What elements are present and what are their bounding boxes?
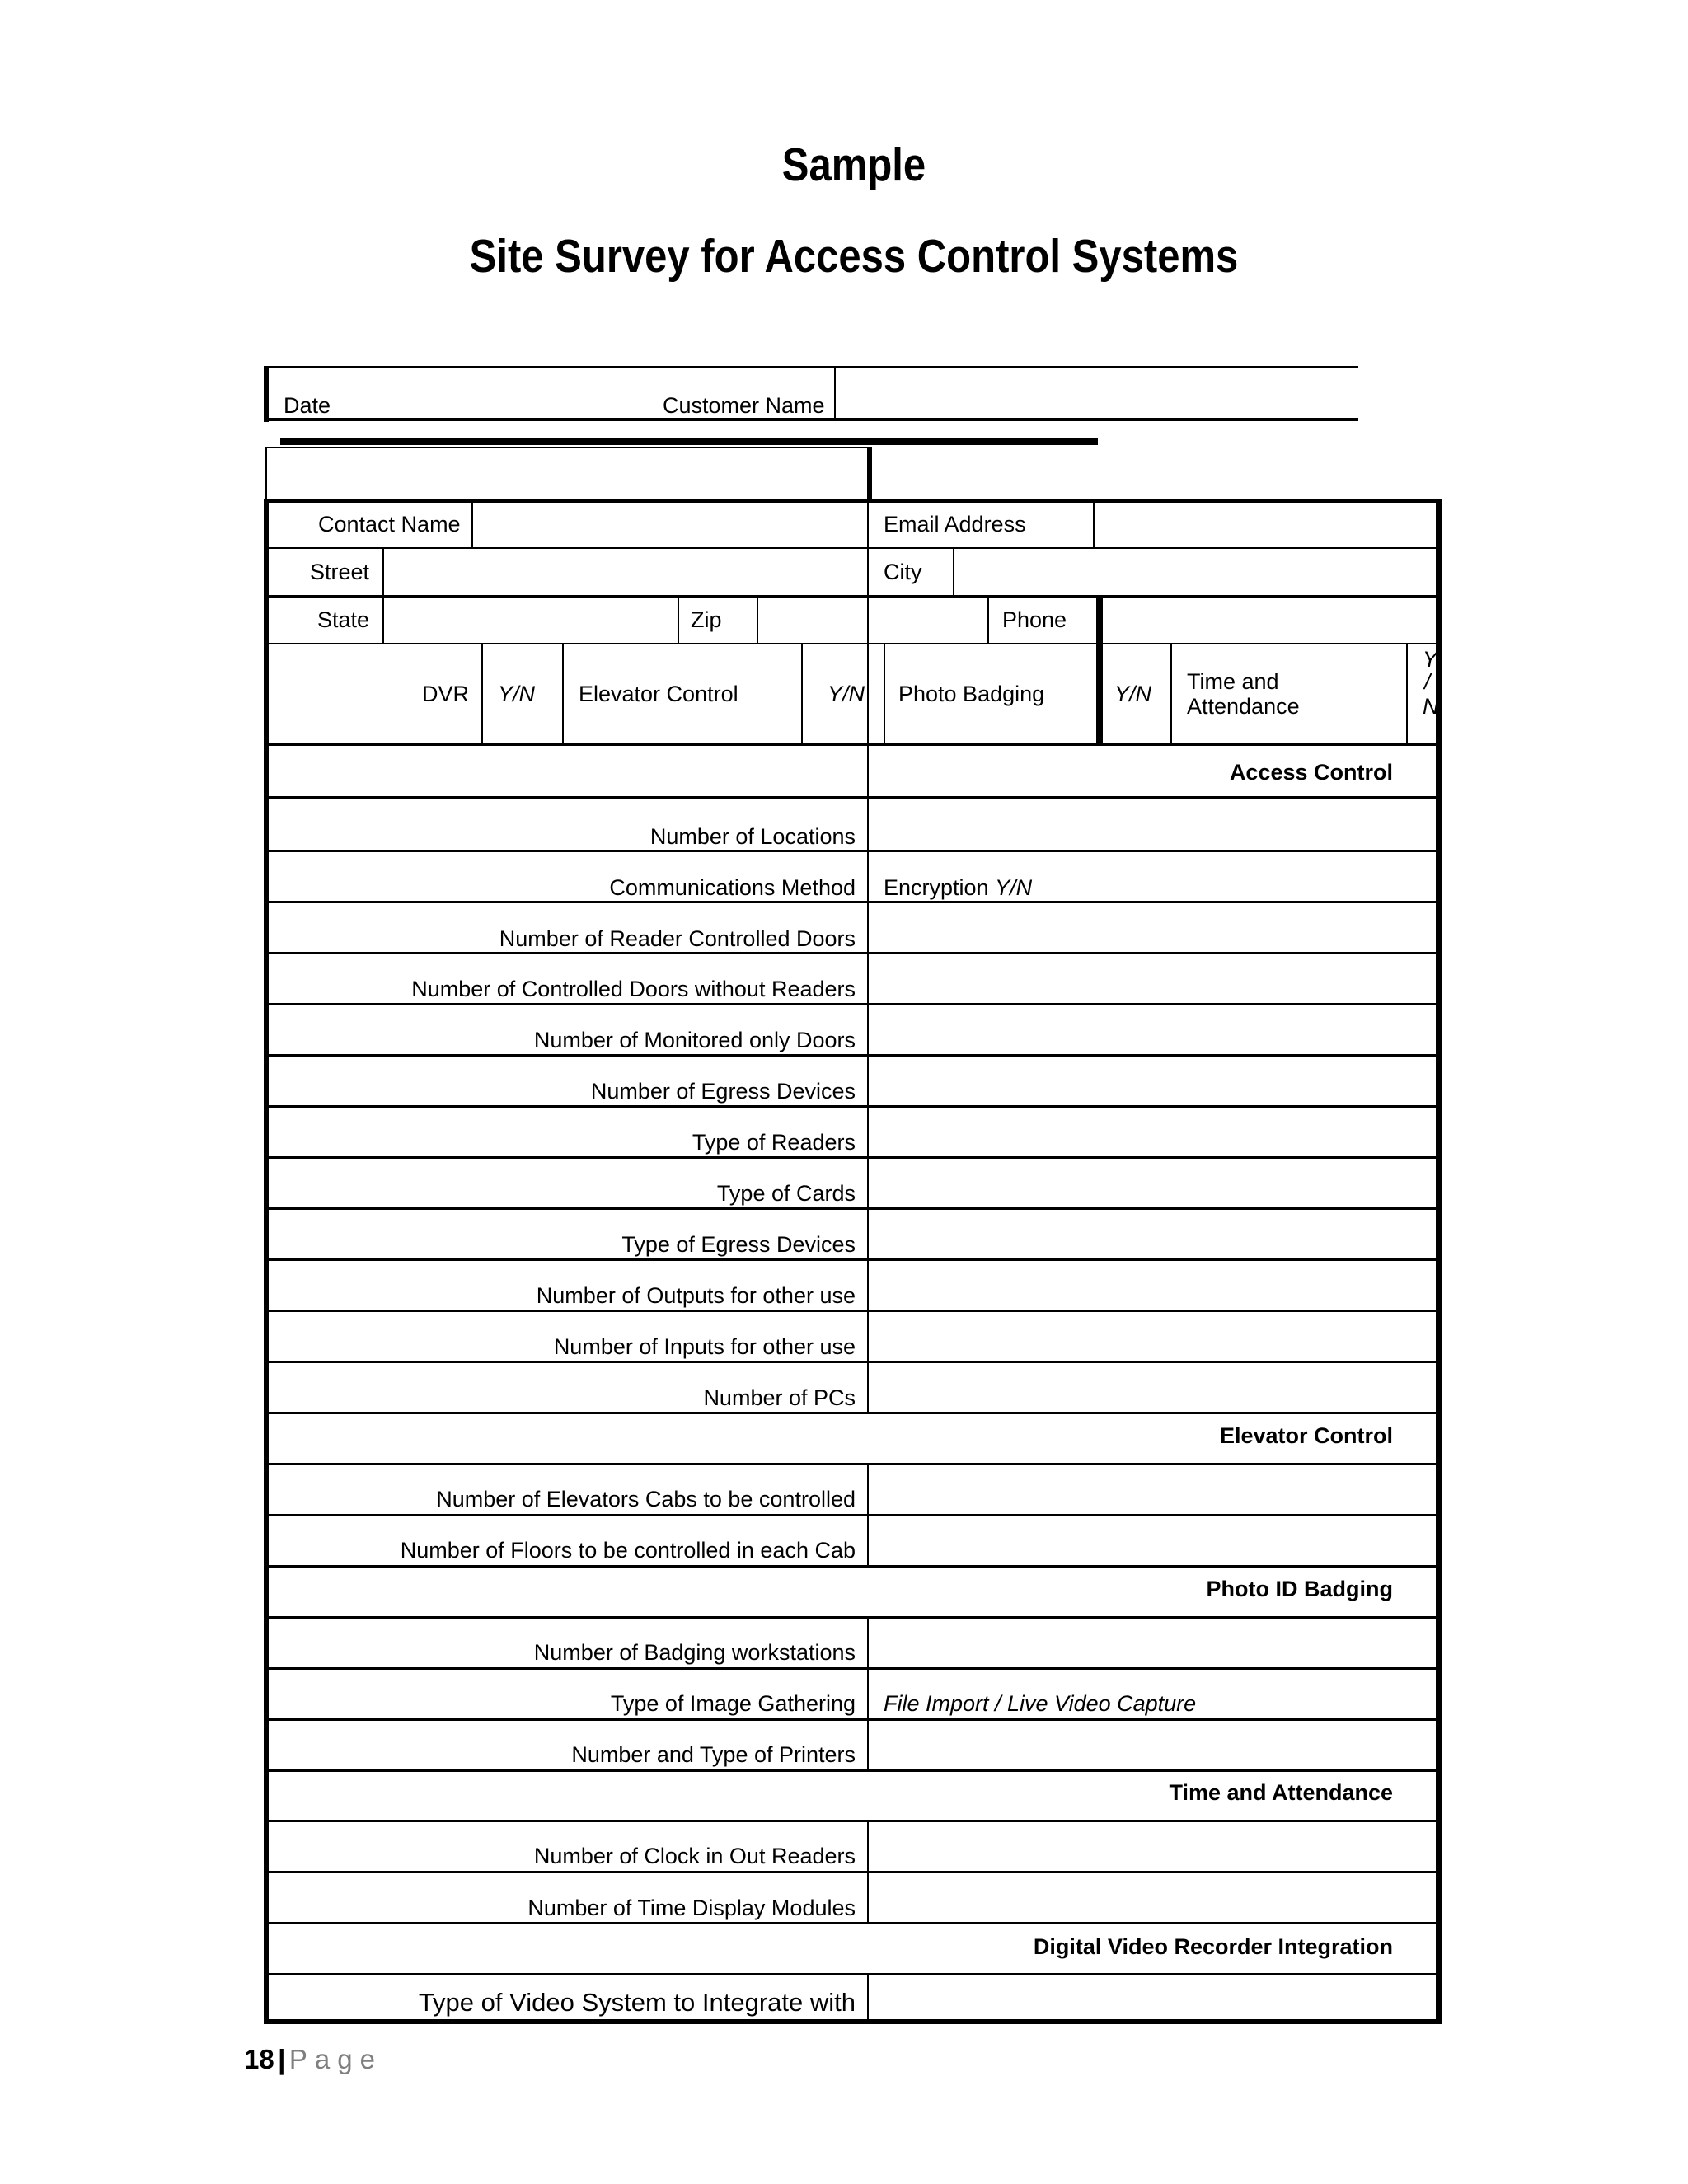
row-border: [265, 850, 1439, 852]
row-label-type-of-egress-devices: Type of Egress Devices: [621, 1232, 856, 1257]
number-of-pcs-input[interactable]: [870, 1363, 1434, 1411]
blank-row-border: [265, 447, 870, 448]
customer-name-input[interactable]: [836, 368, 1355, 417]
cell-divider: [953, 549, 954, 597]
egress-devices-count-input[interactable]: [870, 1057, 1434, 1104]
clock-readers-input[interactable]: [870, 1822, 1434, 1870]
video-system-input[interactable]: [870, 1975, 1434, 2018]
elevator-control-yn[interactable]: Y/N: [828, 682, 865, 706]
email-address-input[interactable]: [1096, 503, 1434, 547]
cell-divider-thick: [1096, 597, 1103, 743]
time-attendance-yn-1[interactable]: Y: [1423, 647, 1438, 672]
separator-bar: [280, 438, 1098, 445]
cell-divider: [757, 597, 758, 644]
email-address-label: Email Address: [884, 512, 1026, 537]
contact-name-label: Contact Name: [318, 512, 461, 537]
type-of-cards-input[interactable]: [870, 1159, 1434, 1207]
row-label-inputs-other-use: Number of Inputs for other use: [553, 1334, 856, 1359]
cell-divider: [1093, 501, 1095, 549]
dvr-yn[interactable]: Y/N: [498, 682, 536, 706]
photo-badging-yn[interactable]: Y/N: [1114, 682, 1152, 706]
phone-label: Phone: [1002, 607, 1067, 632]
contact-name-input[interactable]: [475, 503, 867, 547]
time-attendance-feature-label-line2: Attendance: [1187, 694, 1300, 719]
section-photo-id-badging: Photo ID Badging: [1206, 1577, 1393, 1601]
column-divider: [867, 1464, 869, 1566]
top-box-border: [265, 418, 1358, 421]
cell-divider: [801, 644, 803, 745]
row-label-reader-controlled-doors: Number of Reader Controlled Doors: [499, 926, 856, 951]
page-number: 18: [244, 2044, 274, 2074]
row-label-monitored-only-doors: Number of Monitored only Doors: [533, 1028, 856, 1052]
blank-row-divider: [867, 447, 872, 501]
row-border: [265, 1412, 1439, 1414]
row-label-time-display-modules: Number of Time Display Modules: [528, 1896, 856, 1920]
table-border-bottom: [264, 2019, 1442, 2024]
zip-input[interactable]: [760, 598, 986, 643]
row-label-printers: Number and Type of Printers: [571, 1742, 856, 1767]
row-border: [265, 1565, 1439, 1568]
dvr-label: DVR: [422, 682, 470, 706]
time-attendance-yn-3: N: [1423, 694, 1439, 719]
cell-divider: [481, 644, 483, 745]
row-label-outputs-other-use: Number of Outputs for other use: [536, 1283, 856, 1308]
row-label-number-of-pcs: Number of PCs: [703, 1385, 856, 1410]
column-divider: [867, 798, 869, 1413]
city-input[interactable]: [956, 551, 1434, 595]
encryption-value[interactable]: [884, 875, 1032, 900]
elevator-cabs-input[interactable]: [870, 1465, 1434, 1513]
state-label: State: [317, 607, 370, 632]
top-box-border: [264, 366, 269, 422]
row-label-number-of-locations: Number of Locations: [649, 824, 856, 849]
number-of-locations-input[interactable]: [870, 799, 1434, 849]
controlled-doors-without-readers-input[interactable]: [870, 954, 1434, 1002]
cell-divider: [562, 644, 564, 745]
section-time-and-attendance: Time and Attendance: [1169, 1780, 1393, 1805]
row-label-egress-devices-count: Number of Egress Devices: [590, 1079, 856, 1104]
column-divider: [867, 1974, 869, 2020]
inputs-other-use-input[interactable]: [870, 1312, 1434, 1360]
column-divider: [867, 1617, 869, 1770]
row-label-video-system: Type of Video System to Integrate with: [418, 1988, 856, 2017]
cell-divider: [678, 597, 679, 644]
row-label-clock-readers: Number of Clock in Out Readers: [533, 1844, 856, 1868]
footer-separator: |: [278, 2044, 286, 2074]
encryption-yn: Y/N: [995, 875, 1033, 900]
elevator-control-feature-label: Elevator Control: [579, 682, 738, 706]
page-footer: [244, 2044, 382, 2075]
blank-row-border: [265, 447, 267, 501]
row-label-image-gathering: Type of Image Gathering: [610, 1691, 856, 1716]
document-title: Sample: [781, 138, 926, 191]
section-elevator-control: Elevator Control: [1219, 1423, 1393, 1448]
row-label-elevator-cabs: Number of Elevators Cabs to be controlled: [436, 1487, 856, 1511]
floors-per-cab-input[interactable]: [870, 1516, 1434, 1564]
row-border: [265, 547, 1439, 549]
row-border: [265, 1769, 1439, 1772]
column-divider: [867, 1821, 869, 1923]
time-attendance-yn-2: /: [1424, 669, 1431, 694]
table-border-left: [264, 499, 269, 2022]
outputs-other-use-input[interactable]: [870, 1261, 1434, 1309]
row-label-type-of-readers: Type of Readers: [692, 1130, 856, 1155]
cell-divider: [471, 501, 473, 549]
city-label: City: [884, 560, 922, 584]
cell-divider: [1170, 644, 1172, 745]
row-border: [265, 595, 1439, 598]
printers-input[interactable]: [870, 1721, 1434, 1769]
type-of-egress-devices-input[interactable]: [870, 1210, 1434, 1258]
state-input[interactable]: [386, 598, 676, 643]
encryption-label: Encryption: [884, 875, 996, 900]
section-access-control: Access Control: [1229, 760, 1393, 785]
footer-page-word: Page: [288, 2044, 382, 2074]
cell-divider: [884, 644, 885, 745]
time-display-modules-input[interactable]: [870, 1873, 1434, 1921]
row-border: [265, 743, 1439, 746]
row-border: [265, 1922, 1439, 1924]
time-attendance-feature-label-line1: Time and: [1187, 669, 1279, 694]
street-input[interactable]: [386, 551, 865, 595]
section-dvr-integration: Digital Video Recorder Integration: [1033, 1934, 1393, 1959]
type-of-readers-input[interactable]: [870, 1108, 1434, 1155]
image-gathering-options[interactable]: File Import / Live Video Capture: [884, 1691, 1197, 1716]
cell-divider: [987, 597, 989, 644]
document-subtitle: Site Survey for Access Control Systems: [469, 230, 1239, 283]
row-label-badging-workstations: Number of Badging workstations: [533, 1640, 856, 1665]
photo-badging-feature-label: Photo Badging: [898, 682, 1045, 706]
phone-input[interactable]: [1104, 598, 1434, 643]
cell-divider: [1406, 644, 1408, 745]
customer-name-label: Customer Name: [663, 393, 825, 418]
row-label-type-of-cards: Type of Cards: [716, 1181, 856, 1206]
street-label: Street: [310, 560, 370, 584]
row-label-communications-method: Communications Method: [609, 875, 856, 900]
date-label: Date: [284, 393, 331, 418]
badging-workstations-input[interactable]: [870, 1619, 1434, 1666]
reader-controlled-doors-input[interactable]: [870, 903, 1434, 951]
table-border-right: [1436, 499, 1442, 2022]
row-border: [265, 643, 1439, 644]
row-border: [265, 796, 1439, 799]
zip-label: Zip: [691, 607, 722, 632]
monitored-only-doors-input[interactable]: [870, 1005, 1434, 1053]
row-label-floors-per-cab: Number of Floors to be controlled in each Cab: [400, 1538, 856, 1563]
row-border: [265, 1667, 1439, 1670]
row-label-controlled-doors-without-readers: Number of Controlled Doors without Readers: [411, 977, 856, 1001]
